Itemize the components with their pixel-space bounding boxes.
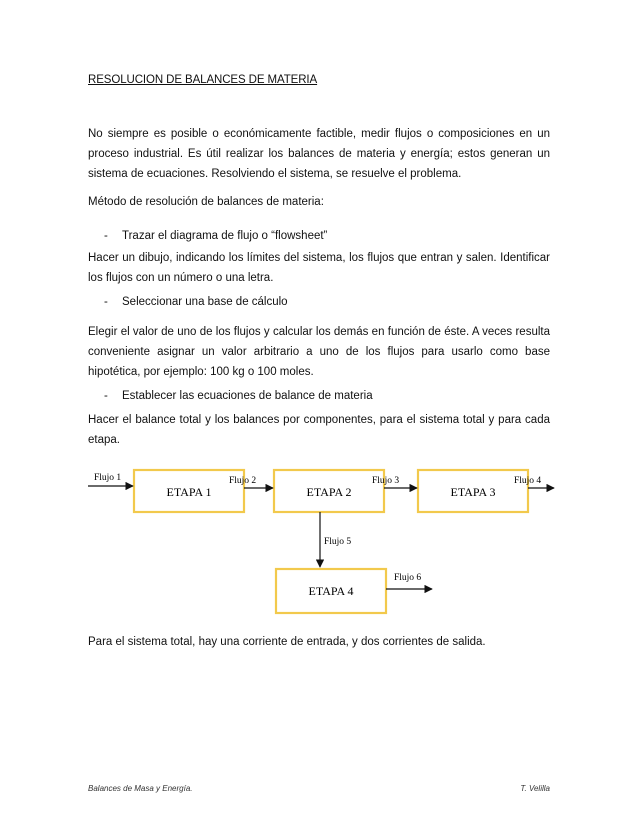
- bullet-step-1-label: Trazar el diagrama de flujo o “flowsheet”: [122, 230, 328, 242]
- page-title: RESOLUCION DE BALANCES DE MATERIA: [88, 74, 318, 86]
- stage-label-4: ETAPA 4: [308, 584, 354, 598]
- flow-label-5: Flujo 5: [324, 537, 352, 547]
- stage-label-3: ETAPA 3: [450, 485, 496, 499]
- stage-label-1: ETAPA 1: [166, 485, 212, 499]
- bullet-step-2-label: Seleccionar una base de cálculo: [122, 296, 288, 308]
- flow-label-6: Flujo 6: [394, 573, 422, 583]
- bullet-dash: -: [104, 296, 108, 308]
- bullet-dash: -: [104, 230, 108, 242]
- footer-left: Balances de Masa y Energía.: [88, 784, 193, 793]
- step-3-description: Hacer el balance total y los balances por componentes, para el sistema total y para cada etapa.: [88, 414, 550, 446]
- method-heading: Método de resolución de balances de materia:: [88, 196, 324, 208]
- bullet-dash: -: [104, 390, 108, 402]
- flow-label-2: Flujo 2: [229, 476, 257, 486]
- bullet-step-3-label: Establecer las ecuaciones de balance de materia: [122, 390, 373, 402]
- step-1-description: Hacer un dibujo, indicando los límites del sistema, los flujos que entran y salen. Identificar los flujos con un número o una letra.: [88, 252, 550, 284]
- footer-right: T. Velilla: [520, 784, 550, 793]
- conclusion-paragraph: Para el sistema total, hay una corriente de entrada, y dos corrientes de salida.: [88, 636, 486, 648]
- step-2-description: Elegir el valor de uno de los flujos y calcular los demás en función de éste. A veces resulta conveniente asignar un valor arbitrario a uno de los flujos para usarlo como base hipotética, por ejemplo: 100 kg o 100 moles.: [88, 326, 550, 378]
- flow-label-3: Flujo 3: [372, 476, 400, 486]
- intro-paragraph: No siempre es posible o económicamente factible, medir flujos o composiciones en un proceso industrial. Es útil realizar los balances de materia y energía; estos generan un sistema de ecuaciones. Resolviendo el sistema, se resuelve el problema.: [88, 128, 550, 180]
- flow-label-4: Flujo 4: [514, 476, 542, 486]
- flow-label-1: Flujo 1: [94, 473, 122, 483]
- stage-label-2: ETAPA 2: [306, 485, 352, 499]
